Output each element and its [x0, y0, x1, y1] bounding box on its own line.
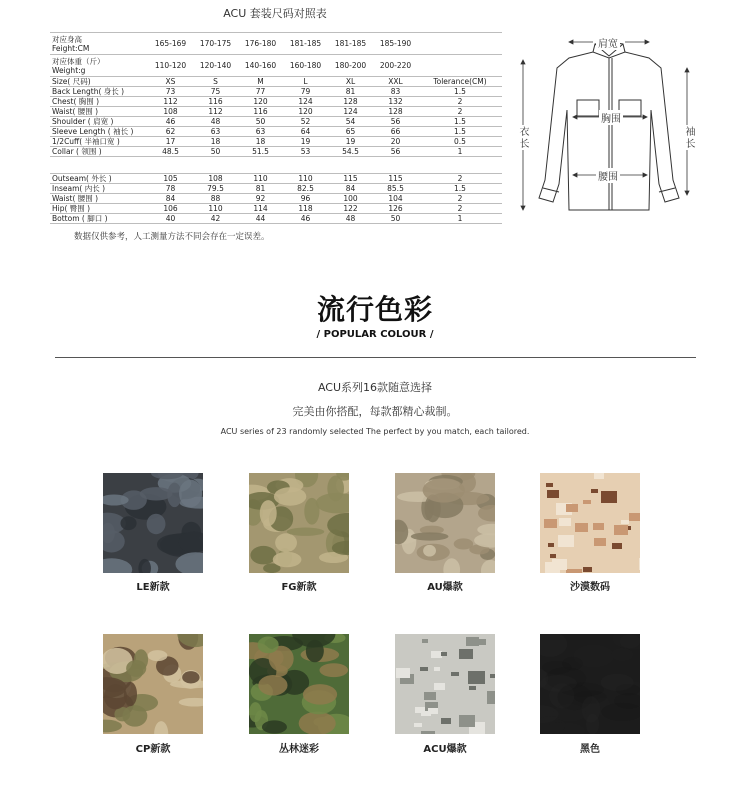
camo-pattern	[249, 634, 349, 734]
top-measure-row	[50, 127, 502, 137]
measure-label: Shoulder ( 肩宽 )	[50, 117, 148, 127]
measure-cell: 92	[238, 194, 283, 204]
size-cell: XL	[328, 77, 373, 87]
colour-swatch[interactable]	[103, 634, 203, 734]
body-length-label: 衣长	[517, 126, 528, 150]
measure-cell: 112	[148, 97, 193, 107]
measure-cell: 62	[148, 127, 193, 137]
measure-cell: 120	[238, 97, 283, 107]
measure-cell: 110	[283, 174, 328, 184]
measure-cell: 54.5	[328, 147, 373, 157]
measure-cell: 18	[238, 137, 283, 147]
measure-label: Chest( 胸围 )	[50, 97, 148, 107]
jacket-outline-illustration	[513, 30, 698, 220]
shoulder-width-label: 肩宽	[596, 35, 620, 50]
measurement-note: 数据仅供参考，人工测量方法不同会存在一定误差。	[74, 232, 270, 242]
bottom-measure-row	[50, 214, 502, 224]
bottom-measure-row	[50, 194, 502, 204]
measure-cell: 114	[238, 204, 283, 214]
size-cell: L	[283, 77, 328, 87]
sleeve-length-label: 袖长	[683, 126, 694, 150]
height-row	[50, 33, 502, 55]
size-chart-title: ACU 套装尺码对照表	[223, 7, 327, 20]
measure-cell: 118	[283, 204, 328, 214]
weight-row	[50, 55, 502, 77]
measure-cell: 52	[283, 117, 328, 127]
measure-cell: 96	[283, 194, 328, 204]
height-cell: 170-175	[193, 33, 238, 55]
colour-swatch[interactable]	[249, 473, 349, 573]
measure-cell: 19	[283, 137, 328, 147]
measure-cell: 46	[283, 214, 328, 224]
measure-cell: 63	[238, 127, 283, 137]
waist-label: 腰围	[596, 168, 620, 183]
measure-label: Outseam( 外长 )	[50, 174, 148, 184]
measure-cell: 18	[193, 137, 238, 147]
measure-cell: 48.5	[148, 147, 193, 157]
top-measure-row	[50, 117, 502, 127]
measure-cell: 53	[283, 147, 328, 157]
tolerance-cell: 2	[418, 194, 502, 204]
tolerance-cell: 2	[418, 107, 502, 117]
height-cell: 165-169	[148, 33, 193, 55]
measure-cell: 40	[148, 214, 193, 224]
measure-cell: 110	[193, 204, 238, 214]
height-cell: 181-185	[283, 33, 328, 55]
tolerance-cell: 1	[418, 147, 502, 157]
measure-cell: 112	[193, 107, 238, 117]
bottom-measure-row	[50, 184, 502, 194]
measure-cell: 63	[193, 127, 238, 137]
measure-cell: 124	[283, 97, 328, 107]
measure-cell: 44	[238, 214, 283, 224]
size-row	[50, 77, 502, 87]
jacket-measurement-diagram	[513, 30, 698, 220]
swatch-label: 丛林迷彩	[279, 744, 319, 755]
measure-cell: 19	[328, 137, 373, 147]
measure-cell: 115	[373, 174, 418, 184]
measure-cell: 108	[148, 107, 193, 117]
camo-pattern	[540, 473, 640, 573]
measure-cell: 48	[328, 214, 373, 224]
measure-label: Back Length( 身长 )	[50, 87, 148, 97]
measure-cell: 108	[193, 174, 238, 184]
measure-cell: 104	[373, 194, 418, 204]
measure-cell: 48	[193, 117, 238, 127]
measure-cell: 56	[373, 147, 418, 157]
weight-label-line: Weight:g	[52, 65, 86, 75]
measure-cell: 81	[328, 87, 373, 97]
tolerance-header: Tolerance(CM)	[418, 77, 502, 87]
colour-swatch[interactable]	[249, 634, 349, 734]
measure-cell: 17	[148, 137, 193, 147]
colour-swatch[interactable]	[395, 634, 495, 734]
weight-cell: 160-180	[283, 55, 328, 77]
size-label: Size( 尺码)	[50, 77, 148, 87]
camo-pattern	[395, 473, 495, 573]
height-label-line: 对应身高	[52, 34, 82, 44]
section-divider	[55, 357, 696, 358]
tolerance-cell: 1.5	[418, 117, 502, 127]
swatch-label: LE新款	[136, 582, 170, 593]
camo-pattern	[249, 473, 349, 573]
measure-cell: 126	[373, 204, 418, 214]
weight-label	[50, 55, 148, 77]
measure-cell: 132	[373, 97, 418, 107]
swatch-label: FG新款	[281, 582, 317, 593]
measure-label: Sleeve Length ( 袖长 )	[50, 127, 148, 137]
measure-cell: 116	[238, 107, 283, 117]
measure-cell: 128	[373, 107, 418, 117]
measure-cell: 42	[193, 214, 238, 224]
colour-swatch[interactable]	[103, 473, 203, 573]
measure-cell: 79.5	[193, 184, 238, 194]
measure-cell: 77	[238, 87, 283, 97]
measure-cell: 82.5	[283, 184, 328, 194]
series-intro-line-1: ACU系列16款随意选择	[317, 381, 433, 394]
measure-cell: 79	[283, 87, 328, 97]
tolerance-cell: 2	[418, 97, 502, 107]
colour-swatch[interactable]	[395, 473, 495, 573]
measure-cell: 110	[238, 174, 283, 184]
weight-label-line: 对应体重（斤）	[52, 56, 105, 66]
tolerance-cell: 1.5	[418, 184, 502, 194]
height-cell: 181-185	[328, 33, 373, 55]
measure-cell: 122	[328, 204, 373, 214]
top-measure-row	[50, 137, 502, 147]
size-cell: S	[193, 77, 238, 87]
weight-cell: 200-220	[373, 55, 418, 77]
measure-label: Bottom ( 脚口 )	[50, 214, 148, 224]
measure-cell: 75	[193, 87, 238, 97]
camo-pattern	[103, 473, 203, 573]
top-measure-row	[50, 107, 502, 117]
measure-cell: 128	[328, 97, 373, 107]
top-measure-row	[50, 147, 502, 157]
measure-label: Waist( 腰围 )	[50, 107, 148, 117]
measure-cell: 50	[373, 214, 418, 224]
height-label-line: Feight:CM	[52, 43, 90, 53]
measure-cell: 124	[328, 107, 373, 117]
top-measure-row	[50, 87, 502, 97]
weight-cell: 140-160	[238, 55, 283, 77]
measure-cell: 56	[373, 117, 418, 127]
measure-label: 1/2Cuff( 半袖口宽 )	[50, 137, 148, 147]
measure-cell: 20	[373, 137, 418, 147]
measure-cell: 106	[148, 204, 193, 214]
measure-label: Hip( 臀围 )	[50, 204, 148, 214]
measure-cell: 116	[193, 97, 238, 107]
bottom-measure-row	[50, 204, 502, 214]
measure-label: Collar ( 领围 )	[50, 147, 148, 157]
height-label	[50, 33, 148, 55]
popular-colour-subtitle: / POPULAR COLOUR /	[316, 329, 434, 340]
height-cell: 185-190	[373, 33, 418, 55]
measure-cell: 83	[373, 87, 418, 97]
camo-pattern	[540, 634, 640, 734]
measure-cell: 81	[238, 184, 283, 194]
series-intro-english: ACU series of 23 randomly selected The perfect by you match, each tailored.	[220, 427, 530, 436]
tolerance-cell: 1.5	[418, 87, 502, 97]
weight-cell: 110-120	[148, 55, 193, 77]
swatch-label: ACU爆款	[423, 744, 467, 755]
top-measure-row	[50, 97, 502, 107]
bottom-size-table	[50, 173, 502, 224]
measure-cell: 115	[328, 174, 373, 184]
tolerance-blank-cell	[418, 55, 502, 77]
popular-colour-title: 流行色彩	[316, 293, 433, 326]
tolerance-blank-cell	[418, 33, 502, 55]
measure-cell: 88	[193, 194, 238, 204]
size-cell: XS	[148, 77, 193, 87]
series-intro-line-2: 完美由你搭配，每款都精心裁制。	[292, 405, 458, 418]
weight-cell: 120-140	[193, 55, 238, 77]
top-size-table	[50, 32, 502, 157]
measure-cell: 120	[283, 107, 328, 117]
tolerance-cell: 2	[418, 174, 502, 184]
measure-cell: 65	[328, 127, 373, 137]
camo-pattern	[103, 634, 203, 734]
measure-cell: 85.5	[373, 184, 418, 194]
measure-cell: 100	[328, 194, 373, 204]
tolerance-cell: 1	[418, 214, 502, 224]
chest-label: 胸围	[599, 110, 623, 125]
measure-cell: 78	[148, 184, 193, 194]
tolerance-cell: 2	[418, 204, 502, 214]
measure-cell: 54	[328, 117, 373, 127]
tolerance-cell: 0.5	[418, 137, 502, 147]
measure-cell: 51.5	[238, 147, 283, 157]
tolerance-cell: 1.5	[418, 127, 502, 137]
camo-pattern	[395, 634, 495, 734]
size-cell: M	[238, 77, 283, 87]
measure-cell: 84	[148, 194, 193, 204]
measure-cell: 66	[373, 127, 418, 137]
measure-cell: 84	[328, 184, 373, 194]
swatch-label: CP新款	[135, 744, 171, 755]
colour-swatch[interactable]	[540, 473, 640, 573]
swatch-label: 黑色	[580, 744, 600, 755]
swatch-label: AU爆款	[427, 582, 463, 593]
measure-cell: 105	[148, 174, 193, 184]
measure-cell: 46	[148, 117, 193, 127]
measure-cell: 64	[283, 127, 328, 137]
measure-cell: 50	[193, 147, 238, 157]
measure-cell: 50	[238, 117, 283, 127]
measure-cell: 73	[148, 87, 193, 97]
measure-label: Waist( 腰围 )	[50, 194, 148, 204]
bottom-measure-row	[50, 174, 502, 184]
swatch-label: 沙漠数码	[570, 582, 610, 593]
height-cell: 176-180	[238, 33, 283, 55]
measure-label: Inseam( 内长 )	[50, 184, 148, 194]
colour-swatch[interactable]	[540, 634, 640, 734]
weight-cell: 180-200	[328, 55, 373, 77]
size-cell: XXL	[373, 77, 418, 87]
